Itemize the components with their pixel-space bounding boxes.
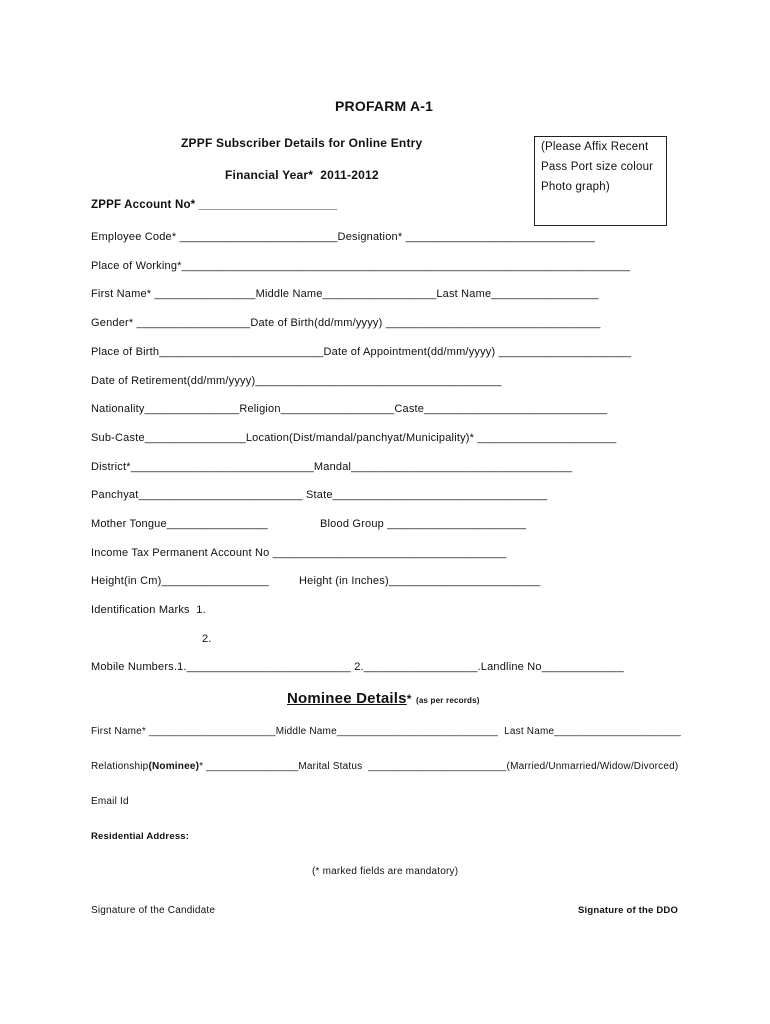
mother-tongue-field[interactable]: Mother Tongue________________ xyxy=(91,518,268,530)
panchyat-state-row[interactable]: Panchyat__________________________ State__________________________________ xyxy=(91,489,548,501)
email-id-field[interactable]: Email Id xyxy=(91,796,129,807)
name-row[interactable]: First Name* ________________Middle Name__________________Last Name_________________ xyxy=(91,288,599,300)
pan-row[interactable]: Income Tax Permanent Account No _____________________________________ xyxy=(91,547,507,559)
blood-group-field[interactable]: Blood Group ______________________ xyxy=(320,518,527,530)
identification-mark-1[interactable]: Identification Marks 1. xyxy=(91,604,206,616)
employee-code-designation-row[interactable]: Employee Code* _________________________Designation* ______________________________ xyxy=(91,231,596,243)
relationship-label: Relationship xyxy=(91,761,149,772)
photo-box-line-3: Photo graph) xyxy=(541,181,610,193)
ddo-signature: Signature of the DDO xyxy=(578,905,679,916)
nominee-heading xyxy=(287,690,480,710)
photo-box-line-1: (Please Affix Recent xyxy=(541,141,649,153)
nominee-name-row[interactable]: First Name* ______________________Middle Name____________________________ Last Name______________________ xyxy=(91,726,682,737)
height-inches-field[interactable]: Height (in Inches)________________________ xyxy=(299,575,541,587)
place-of-working-row[interactable]: Place of Working*_______________________________________________________________________ xyxy=(91,260,631,272)
form-title: PROFARM A-1 xyxy=(335,98,434,114)
retirement-date-row[interactable]: Date of Retirement(dd/mm/yyyy)_______________________________________ xyxy=(91,375,502,387)
zppf-account-no[interactable]: ZPPF Account No* _____________________ xyxy=(91,199,338,211)
nominee-heading-star: * xyxy=(406,692,412,706)
mandatory-note: (* marked fields are mandatory) xyxy=(312,866,459,877)
nominee-heading-note: (as per records) xyxy=(415,696,480,705)
form-subtitle: ZPPF Subscriber Details for Online Entry xyxy=(181,136,423,150)
nominee-heading-text: Nominee Details xyxy=(287,690,407,707)
nominee-label: (Nominee) xyxy=(148,761,200,772)
financial-year: Financial Year* 2011-2012 xyxy=(225,168,379,182)
candidate-signature: Signature of the Candidate xyxy=(91,905,216,916)
residential-address-label: Residential Address: xyxy=(91,831,190,842)
nationality-religion-caste-row[interactable]: Nationality_______________Religion__________________Caste_____________________________ xyxy=(91,403,608,415)
height-cm-field[interactable]: Height(in Cm)_________________ xyxy=(91,575,269,587)
subcaste-location-row[interactable]: Sub-Caste________________Location(Dist/mandal/panchyat/Municipality)* ______________________ xyxy=(91,432,617,444)
nominee-relationship-row[interactable] xyxy=(91,760,678,773)
gender-dob-row[interactable]: Gender* __________________Date of Birth(dd/mm/yyyy) __________________________________ xyxy=(91,317,601,329)
relationship-marital-rest[interactable]: * ________________Marital Status ________________________(Married/Unmarried/Widow/Divorced) xyxy=(199,761,679,772)
identification-mark-2[interactable]: 2. xyxy=(202,633,212,645)
district-mandal-row[interactable]: District*_____________________________Mandal___________________________________ xyxy=(91,461,573,473)
photo-box-line-2: Pass Port size colour xyxy=(541,161,654,173)
photo-affix-box xyxy=(534,136,667,226)
birthplace-appointment-row[interactable]: Place of Birth__________________________Date of Appointment(dd/mm/yyyy) _____________________ xyxy=(91,346,632,358)
mobile-landline-row[interactable]: Mobile Numbers.1.__________________________ 2.__________________.Landline No_____________ xyxy=(91,661,624,673)
